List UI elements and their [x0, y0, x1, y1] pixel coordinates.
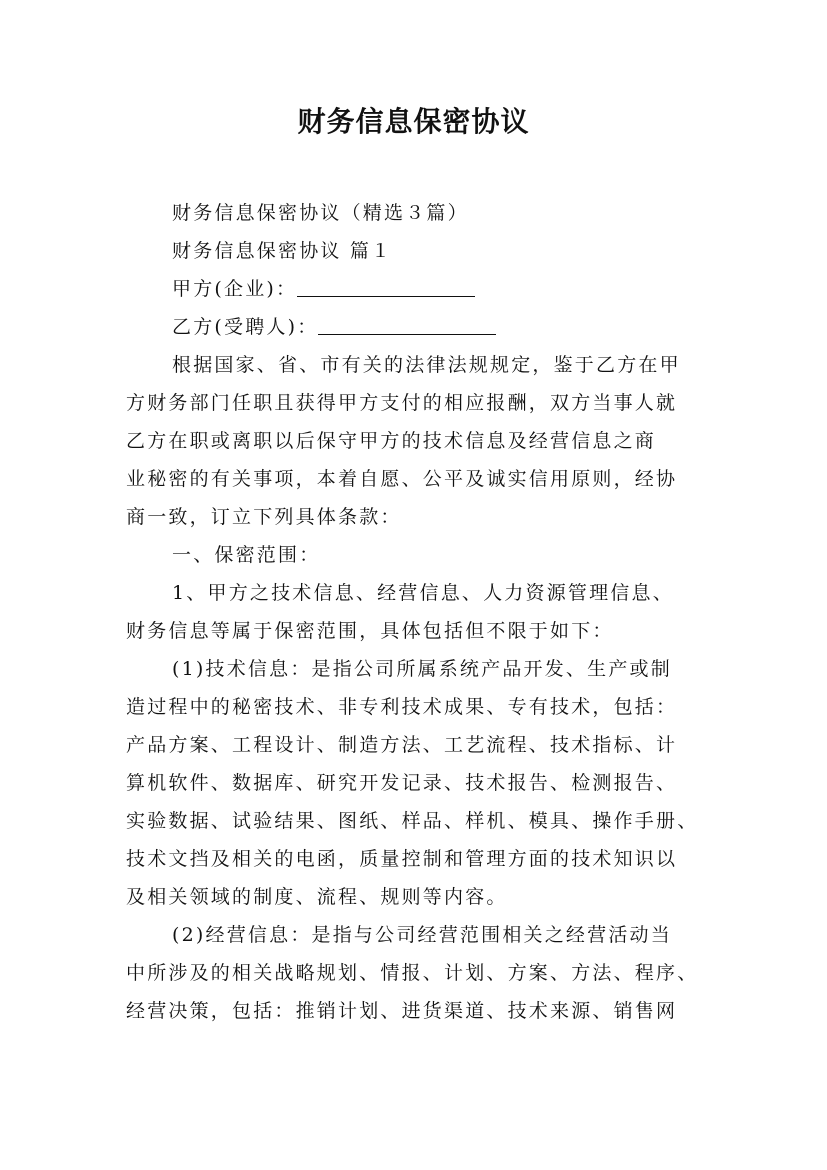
paragraph	[126, 232, 716, 270]
paragraph-line	[126, 840, 716, 878]
paragraph-line	[126, 460, 716, 498]
line-text: 经营决策，包括：推销计划、进货渠道、技术来源、销售网	[126, 1000, 678, 1022]
line-text: 财务信息保密协议 篇１	[172, 240, 393, 262]
paragraph-line	[126, 422, 716, 460]
paragraph-line	[126, 308, 716, 346]
line-text: (1)技术信息：是指公司所属系统产品开发、生产或制	[172, 658, 672, 680]
paragraph-line	[126, 878, 716, 916]
paragraph	[126, 346, 716, 536]
line-text: 根据国家、省、市有关的法律法规规定，鉴于乙方在甲	[172, 354, 681, 376]
line-text: 业秘密的有关事项，本着自愿、公平及诚实信用原则，经协	[126, 468, 678, 490]
line-text: 商一致，订立下列具体条款：	[126, 506, 402, 528]
paragraph-line	[126, 232, 716, 270]
paragraph-line	[126, 916, 716, 954]
line-text: 乙方(受聘人)：	[172, 316, 319, 338]
document-body	[126, 194, 716, 1030]
fill-in-blank	[297, 274, 475, 297]
line-text: 1、甲方之技术信息、经营信息、人力资源管理信息、	[172, 582, 674, 604]
paragraph-line	[126, 498, 716, 536]
paragraph-line	[126, 536, 716, 574]
paragraph-line	[126, 194, 716, 232]
paragraph	[126, 308, 716, 346]
paragraph	[126, 536, 716, 574]
line-text: 造过程中的秘密技术、非专利技术成果、专有技术，包括：	[126, 696, 678, 718]
paragraph-line	[126, 954, 716, 992]
paragraph	[126, 194, 716, 232]
paragraph	[126, 270, 716, 308]
line-text: (2)经营信息：是指与公司经营范围相关之经营活动当	[172, 924, 672, 946]
paragraph	[126, 574, 716, 650]
line-text: 实验数据、试验结果、图纸、样品、样机、模具、操作手册、	[126, 810, 699, 832]
paragraph-line	[126, 992, 716, 1030]
line-text: 一、保密范围：	[172, 544, 321, 566]
fill-in-blank	[318, 312, 496, 335]
line-text: 及相关领域的制度、流程、规则等内容。	[126, 886, 508, 908]
paragraph-line	[126, 802, 716, 840]
paragraph-line	[126, 612, 716, 650]
line-text: 技术文挡及相关的电函，质量控制和管理方面的技术知识以	[126, 848, 678, 870]
paragraph-line	[126, 764, 716, 802]
paragraph-line	[126, 346, 716, 384]
line-text: 甲方(企业)：	[172, 278, 298, 300]
line-text: 算机软件、数据库、研究开发记录、技术报告、检测报告、	[126, 772, 678, 794]
paragraph-line	[126, 574, 716, 612]
line-text: 产品方案、工程设计、制造方法、工艺流程、技术指标、计	[126, 734, 678, 756]
line-text: 财务信息保密协议（精选３篇）	[172, 202, 469, 224]
paragraph-line	[126, 384, 716, 422]
paragraph	[126, 650, 716, 916]
paragraph-line	[126, 726, 716, 764]
line-text: 中所涉及的相关战略规划、情报、计划、方案、方法、程序、	[126, 962, 699, 984]
paragraph-line	[126, 650, 716, 688]
paragraph	[126, 916, 716, 1030]
paragraph-line	[126, 270, 716, 308]
line-text: 乙方在职或离职以后保守甲方的技术信息及经营信息之商	[126, 430, 657, 452]
line-text: 方财务部门任职且获得甲方支付的相应报酬，双方当事人就	[126, 392, 678, 414]
paragraph-line	[126, 688, 716, 726]
line-text: 财务信息等属于保密范围，具体包括但不限于如下：	[126, 620, 614, 642]
document-title: 财务信息保密协议	[297, 105, 530, 138]
